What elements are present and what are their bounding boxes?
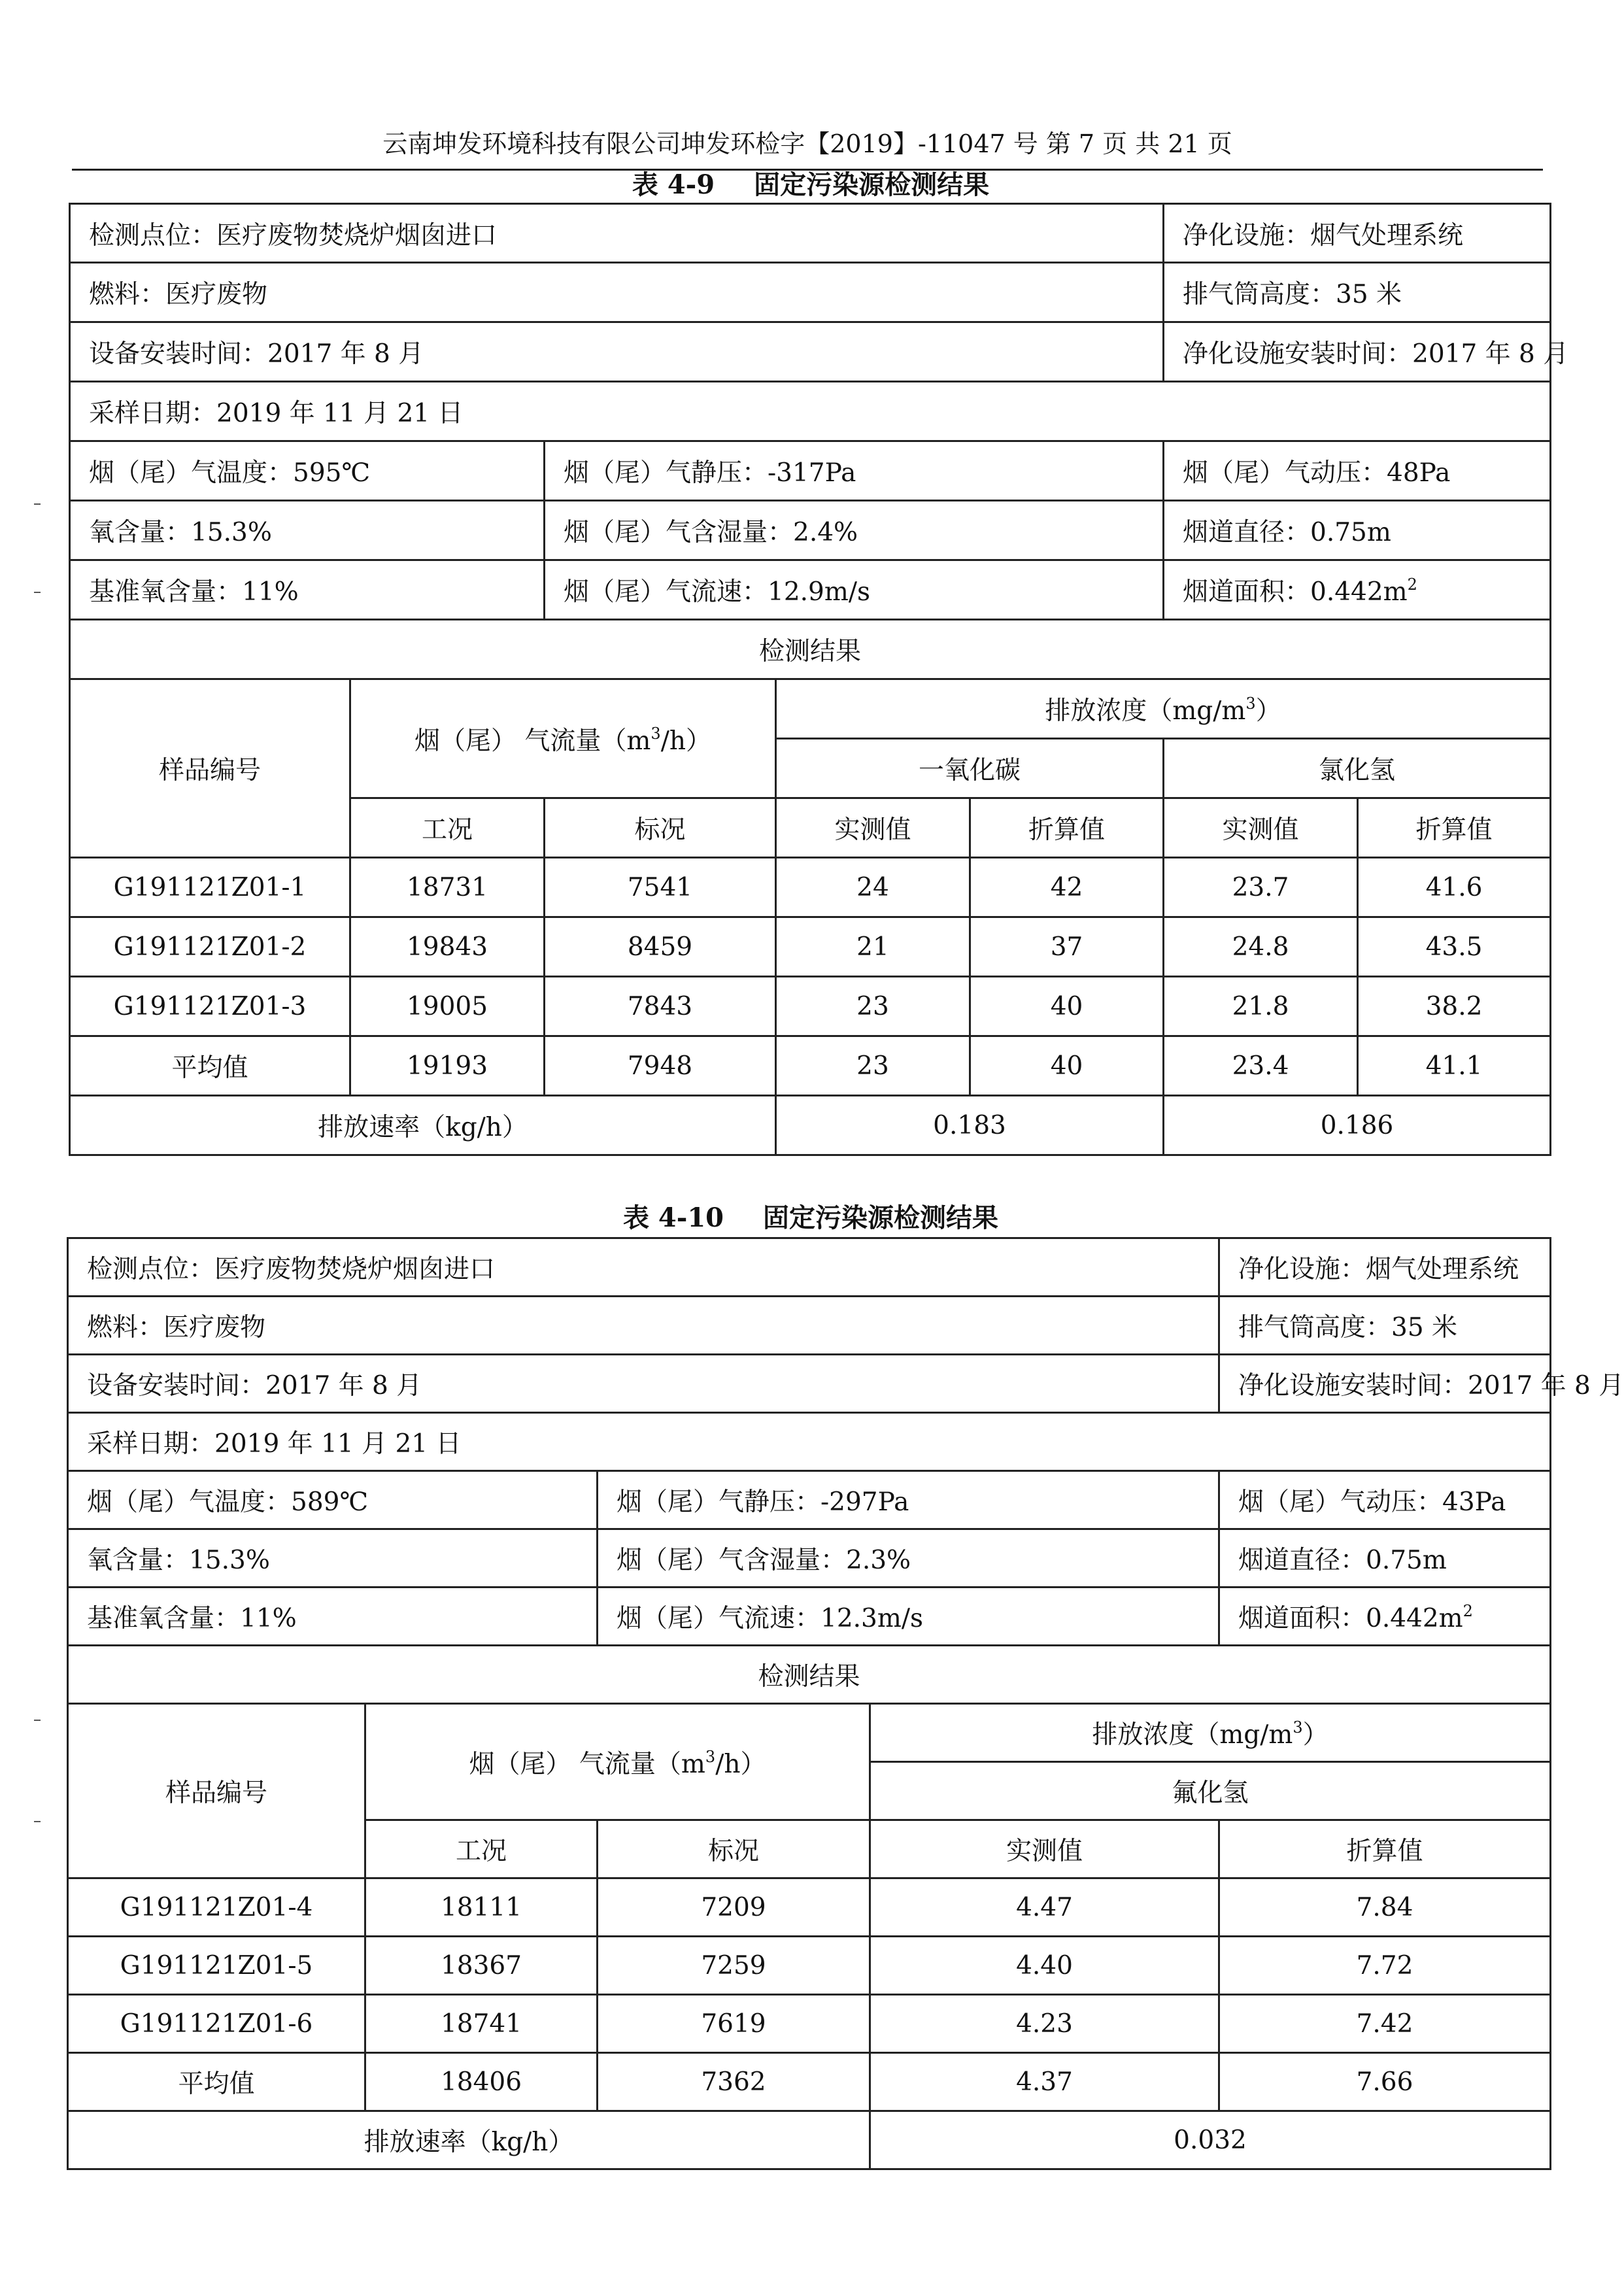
cell-hf-converted: 7.72 bbox=[1219, 1937, 1551, 1995]
info-point: 检测点位：医疗废物焚烧炉烟囱进口 bbox=[70, 204, 1164, 263]
col-co-converted: 折算值 bbox=[970, 798, 1164, 858]
cell-hf-measured: 4.37 bbox=[870, 2053, 1219, 2111]
table-row bbox=[70, 917, 1551, 977]
cell-working: 19193 bbox=[350, 1036, 545, 1096]
rate-hcl: 0.186 bbox=[1164, 1096, 1551, 1155]
info-velocity: 烟（尾）气流速：12.9m/s bbox=[545, 560, 1164, 620]
cell-co-converted: 40 bbox=[970, 977, 1164, 1036]
cell-hf-converted: 7.84 bbox=[1219, 1878, 1551, 1937]
col-hf: 氟化氢 bbox=[870, 1762, 1551, 1820]
cell-hcl-measured: 23.4 bbox=[1164, 1036, 1358, 1096]
table-row bbox=[68, 1995, 1551, 2053]
info-dynamic-pressure: 烟（尾）气动压：43Pa bbox=[1219, 1471, 1551, 1529]
col-hcl: 氯化氢 bbox=[1164, 739, 1551, 798]
info-diameter: 烟道直径：0.75m bbox=[1164, 501, 1551, 560]
col-hf-converted: 折算值 bbox=[1219, 1820, 1551, 1878]
info-diameter: 烟道直径：0.75m bbox=[1219, 1529, 1551, 1588]
cell-hcl-converted: 41.1 bbox=[1358, 1036, 1551, 1096]
page-header: 云南坤发环境科技有限公司坤发环检字【2019】-11047 号 第 7 页 共 21 页 bbox=[382, 129, 1232, 158]
cell-hf-converted: 7.42 bbox=[1219, 1995, 1551, 2053]
info-velocity: 烟（尾）气流速：12.3m/s bbox=[598, 1588, 1219, 1646]
col-working: 工况 bbox=[350, 798, 545, 858]
info-oxygen: 氧含量：15.3% bbox=[68, 1529, 598, 1588]
col-working: 工况 bbox=[365, 1820, 598, 1878]
cell-co-measured: 23 bbox=[776, 1036, 970, 1096]
info-area: 烟道面积：$0.442m^2$ bbox=[1164, 560, 1551, 620]
info-dynamic-pressure: 烟（尾）气动压：48Pa bbox=[1164, 441, 1551, 501]
table-row-rate bbox=[70, 1096, 1551, 1155]
cell-standard: 7619 bbox=[598, 1995, 870, 2053]
emission-table-4-10 bbox=[67, 1237, 1624, 2170]
info-install-time: 设备安装时间：2017 年 8 月 bbox=[68, 1355, 1219, 1413]
cell-co-measured: 24 bbox=[776, 858, 970, 917]
results-title: 检测结果 bbox=[70, 620, 1551, 679]
col-hcl-converted: 折算值 bbox=[1358, 798, 1551, 858]
cell-co-converted: 40 bbox=[970, 1036, 1164, 1096]
cell-standard: 7948 bbox=[545, 1036, 776, 1096]
cell-hf-measured: 4.23 bbox=[870, 1995, 1219, 2053]
info-temperature: 烟（尾）气温度：589℃ bbox=[68, 1471, 598, 1529]
info-point: 检测点位：医疗废物焚烧炉烟囱进口 bbox=[68, 1238, 1219, 1297]
cell-working: 18367 bbox=[365, 1937, 598, 1995]
info-facility-install: 净化设施安装时间：2017 年 8 月 bbox=[1219, 1355, 1551, 1413]
cell-standard: 7843 bbox=[545, 977, 776, 1036]
cell-standard: 7259 bbox=[598, 1937, 870, 1995]
info-oxygen: 氧含量：15.3% bbox=[70, 501, 545, 560]
col-sample-id: 样品编号 bbox=[70, 679, 350, 858]
cell-co-converted: 42 bbox=[970, 858, 1164, 917]
table-caption: 表 4-9 固定污染源检测结果 bbox=[632, 169, 990, 200]
table-row bbox=[68, 1937, 1551, 1995]
emission-table-4-9 bbox=[69, 203, 1569, 1156]
info-static-pressure: 烟（尾）气静压：-297Pa bbox=[598, 1471, 1219, 1529]
info-temperature: 烟（尾）气温度：595℃ bbox=[70, 441, 545, 501]
col-co-measured: 实测值 bbox=[776, 798, 970, 858]
cell-working: 18741 bbox=[365, 1995, 598, 2053]
cell-co-measured: 21 bbox=[776, 917, 970, 977]
cell-standard: 8459 bbox=[545, 917, 776, 977]
cell-hcl-measured: 24.8 bbox=[1164, 917, 1358, 977]
cell-hf-converted: 7.66 bbox=[1219, 2053, 1551, 2111]
info-stack-height: 排气筒高度：35 米 bbox=[1219, 1297, 1551, 1355]
cell-sample-id: G191121Z01-1 bbox=[70, 858, 350, 917]
table-row bbox=[70, 977, 1551, 1036]
table-row-average bbox=[68, 2053, 1551, 2111]
cell-sample-id: G191121Z01-5 bbox=[68, 1937, 365, 1995]
info-static-pressure: 烟（尾）气静压：-317Pa bbox=[545, 441, 1164, 501]
table-caption: 表 4-10 固定污染源检测结果 bbox=[622, 1202, 999, 1233]
col-co: 一氧化碳 bbox=[776, 739, 1164, 798]
cell-working: 18731 bbox=[350, 858, 545, 917]
info-facility: 净化设施：烟气处理系统 bbox=[1164, 204, 1551, 263]
cell-sample-id: G191121Z01-2 bbox=[70, 917, 350, 977]
col-hcl-measured: 实测值 bbox=[1164, 798, 1358, 858]
info-ref-oxygen: 基准氧含量：11% bbox=[68, 1588, 598, 1646]
margin-mark bbox=[34, 1821, 41, 1822]
table-row bbox=[70, 858, 1551, 917]
cell-working: 19843 bbox=[350, 917, 545, 977]
cell-sample-id: 平均值 bbox=[70, 1036, 350, 1096]
rate-label: 排放速率（kg/h） bbox=[70, 1096, 776, 1155]
table-row-average bbox=[70, 1036, 1551, 1096]
info-fuel: 燃料：医疗废物 bbox=[70, 263, 1164, 322]
cell-co-converted: 37 bbox=[970, 917, 1164, 977]
info-install-time: 设备安装时间：2017 年 8 月 bbox=[70, 322, 1164, 382]
info-stack-height: 排气筒高度：35 米 bbox=[1164, 263, 1551, 322]
margin-mark bbox=[34, 592, 41, 593]
col-standard: 标况 bbox=[598, 1820, 870, 1878]
cell-standard: 7209 bbox=[598, 1878, 870, 1937]
cell-hf-measured: 4.47 bbox=[870, 1878, 1219, 1937]
margin-mark bbox=[34, 503, 41, 505]
cell-hcl-converted: 38.2 bbox=[1358, 977, 1551, 1036]
margin-mark bbox=[34, 1720, 41, 1721]
info-fuel: 燃料：医疗废物 bbox=[68, 1297, 1219, 1355]
col-concentration: 排放浓度$(mg/m^3)$ bbox=[870, 1704, 1551, 1762]
cell-sample-id: 平均值 bbox=[68, 2053, 365, 2111]
cell-sample-id: G191121Z01-6 bbox=[68, 1995, 365, 2053]
info-facility: 净化设施：烟气处理系统 bbox=[1219, 1238, 1551, 1297]
cell-working: 19005 bbox=[350, 977, 545, 1036]
info-ref-oxygen: 基准氧含量：11% bbox=[70, 560, 545, 620]
info-area: 烟道面积：$0.442m^2$ bbox=[1219, 1588, 1551, 1646]
cell-standard: 7541 bbox=[545, 858, 776, 917]
info-sample-date: 采样日期：2019 年 11 月 21 日 bbox=[68, 1413, 1551, 1471]
col-hf-measured: 实测值 bbox=[870, 1820, 1219, 1878]
col-flow: 烟（尾） 气流量$(m^3/h)$ bbox=[350, 679, 776, 798]
cell-co-measured: 23 bbox=[776, 977, 970, 1036]
rate-co: 0.183 bbox=[776, 1096, 1164, 1155]
cell-hcl-measured: 21.8 bbox=[1164, 977, 1358, 1036]
cell-sample-id: G191121Z01-4 bbox=[68, 1878, 365, 1937]
cell-hcl-converted: 43.5 bbox=[1358, 917, 1551, 977]
cell-hcl-converted: 41.6 bbox=[1358, 858, 1551, 917]
cell-working: 18111 bbox=[365, 1878, 598, 1937]
info-moisture: 烟（尾）气含湿量：2.4% bbox=[545, 501, 1164, 560]
col-flow: 烟（尾） 气流量$(m^3/h)$ bbox=[365, 1704, 870, 1820]
table-row-rate bbox=[68, 2111, 1551, 2169]
col-standard: 标况 bbox=[545, 798, 776, 858]
rate-label: 排放速率（kg/h） bbox=[68, 2111, 870, 2169]
results-title: 检测结果 bbox=[68, 1646, 1551, 1704]
info-moisture: 烟（尾）气含湿量：2.3% bbox=[598, 1529, 1219, 1588]
table-row bbox=[68, 1878, 1551, 1937]
rate-hf: 0.032 bbox=[870, 2111, 1551, 2169]
cell-standard: 7362 bbox=[598, 2053, 870, 2111]
info-sample-date: 采样日期：2019 年 11 月 21 日 bbox=[70, 382, 1551, 441]
col-concentration: 排放浓度$(mg/m^3)$ bbox=[776, 679, 1551, 739]
cell-hf-measured: 4.40 bbox=[870, 1937, 1219, 1995]
col-sample-id: 样品编号 bbox=[68, 1704, 365, 1878]
info-facility-install: 净化设施安装时间：2017 年 8 月 bbox=[1164, 322, 1551, 382]
cell-sample-id: G191121Z01-3 bbox=[70, 977, 350, 1036]
cell-hcl-measured: 23.7 bbox=[1164, 858, 1358, 917]
cell-working: 18406 bbox=[365, 2053, 598, 2111]
